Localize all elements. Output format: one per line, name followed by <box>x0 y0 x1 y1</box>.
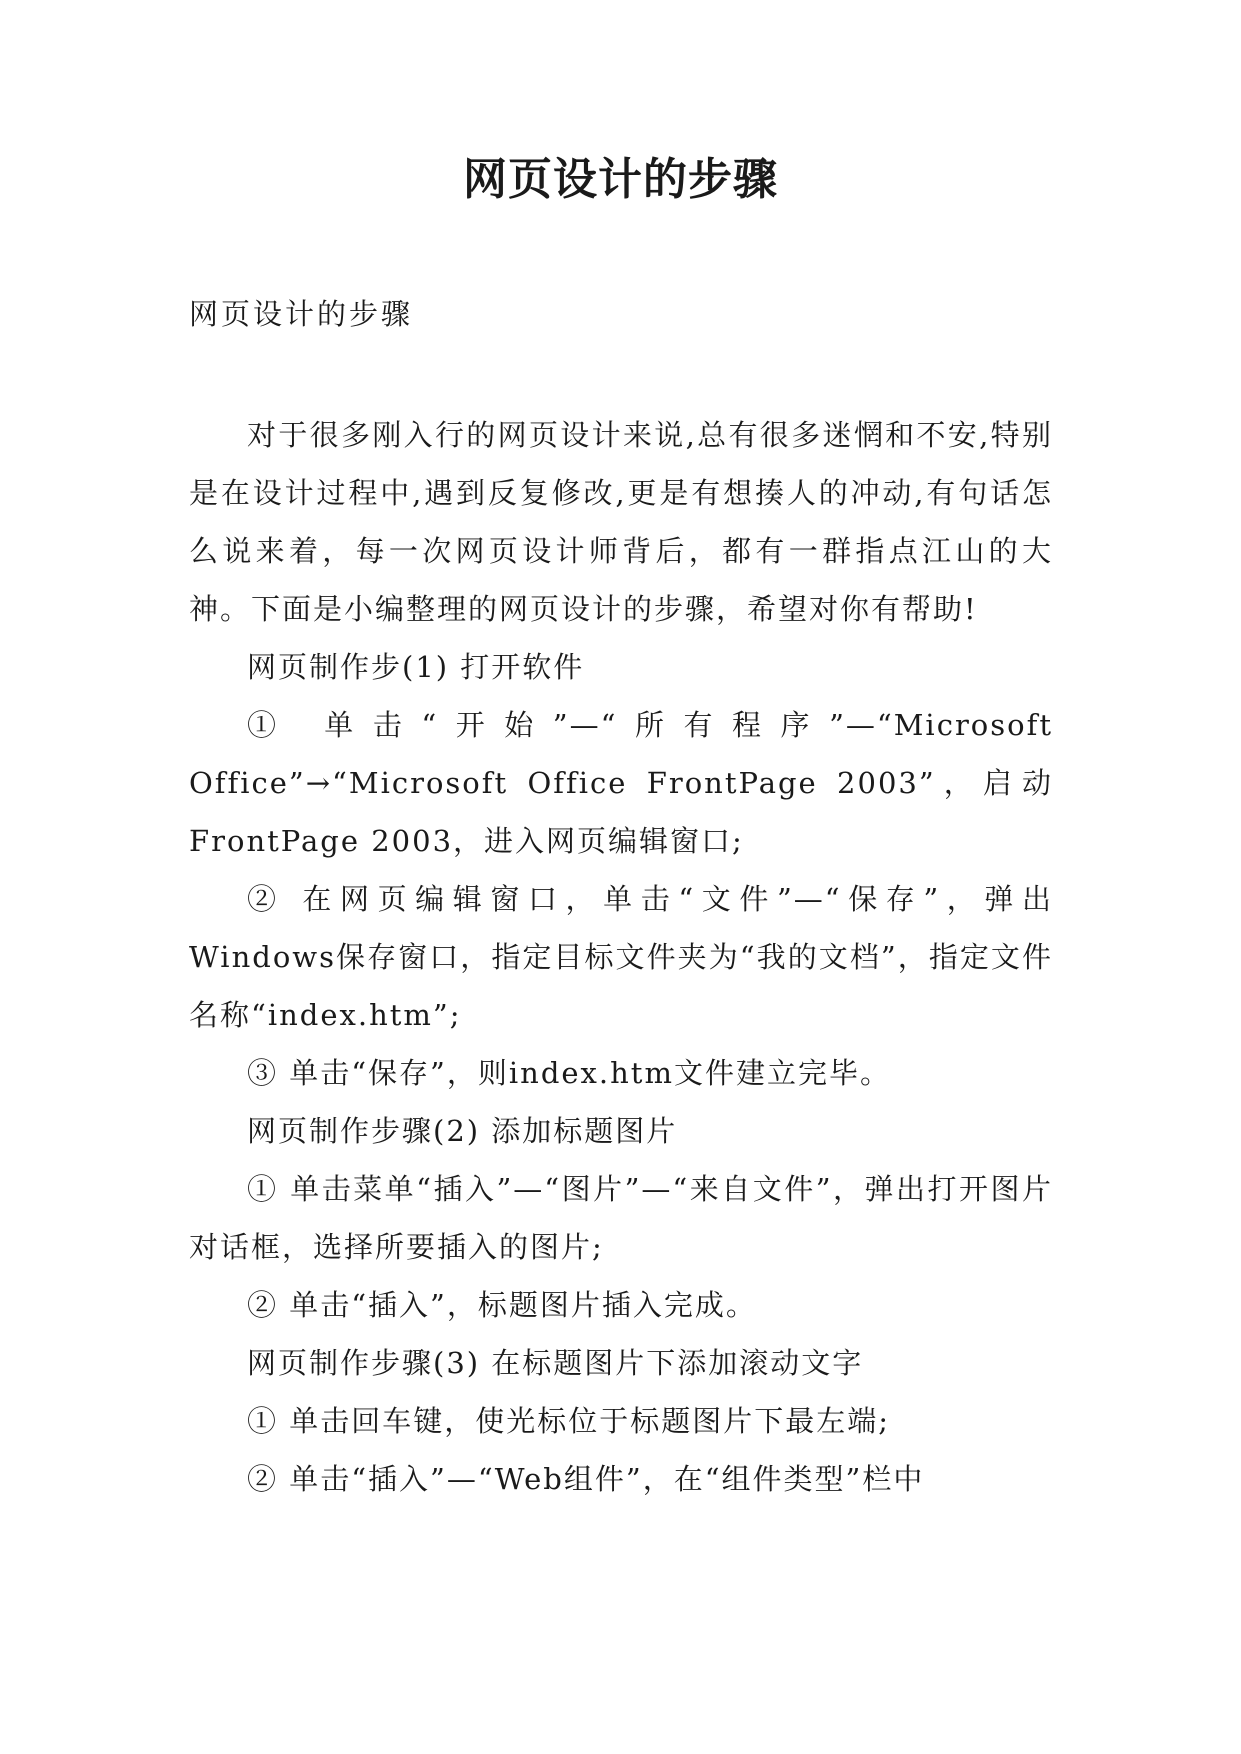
step-3-item-1: ① 单击回车键，使光标位于标题图片下最左端; <box>247 1404 890 1438</box>
step-1-item-2: ② 在网页编辑窗口，单击“文件”—“保存”，弹出Windows保存窗口，指定目标文件夹为“我的文档”，指定文件名称“index.htm”; <box>189 882 1053 1032</box>
step-2-heading: 网页制作步骤(2) 添加标题图片 <box>247 1114 678 1148</box>
intro-paragraph: 对于很多刚入行的网页设计来说,总有很多迷惘和不安,特别是在设计过程中,遇到反复修改,更是有想揍人的冲动,有句话怎么说来着，每一次网页设计师背后，都有一群指点江山的大神。下面是小编整理的网页设计的步骤，希望对你有帮助! <box>189 418 1053 626</box>
step-3-heading: 网页制作步骤(3) 在标题图片下添加滚动文字 <box>247 1346 864 1380</box>
step-1-item-1: ① 单击“开始”—“所有程序”—“Microsoft Office”→“Microsoft Office FrontPage 2003”，启动FrontPage 2003，进入网页编辑窗口; <box>189 708 1053 858</box>
document-subtitle: 网页设计的步骤 <box>189 297 414 331</box>
step-3-item-2: ② 单击“插入”—“Web组件”，在“组件类型”栏中 <box>247 1462 925 1496</box>
document-body <box>189 285 1053 1508</box>
step-1-item-3: ③ 单击“保存”，则index.htm文件建立完毕。 <box>247 1056 891 1090</box>
step-2-item-2: ② 单击“插入”，标题图片插入完成。 <box>247 1288 757 1322</box>
step-1-heading: 网页制作步(1) 打开软件 <box>247 650 585 684</box>
step-2-item-1: ① 单击菜单“插入”—“图片”—“来自文件”，弹出打开图片对话框，选择所要插入的图片; <box>189 1172 1053 1264</box>
document-title: 网页设计的步骤 <box>463 154 778 205</box>
